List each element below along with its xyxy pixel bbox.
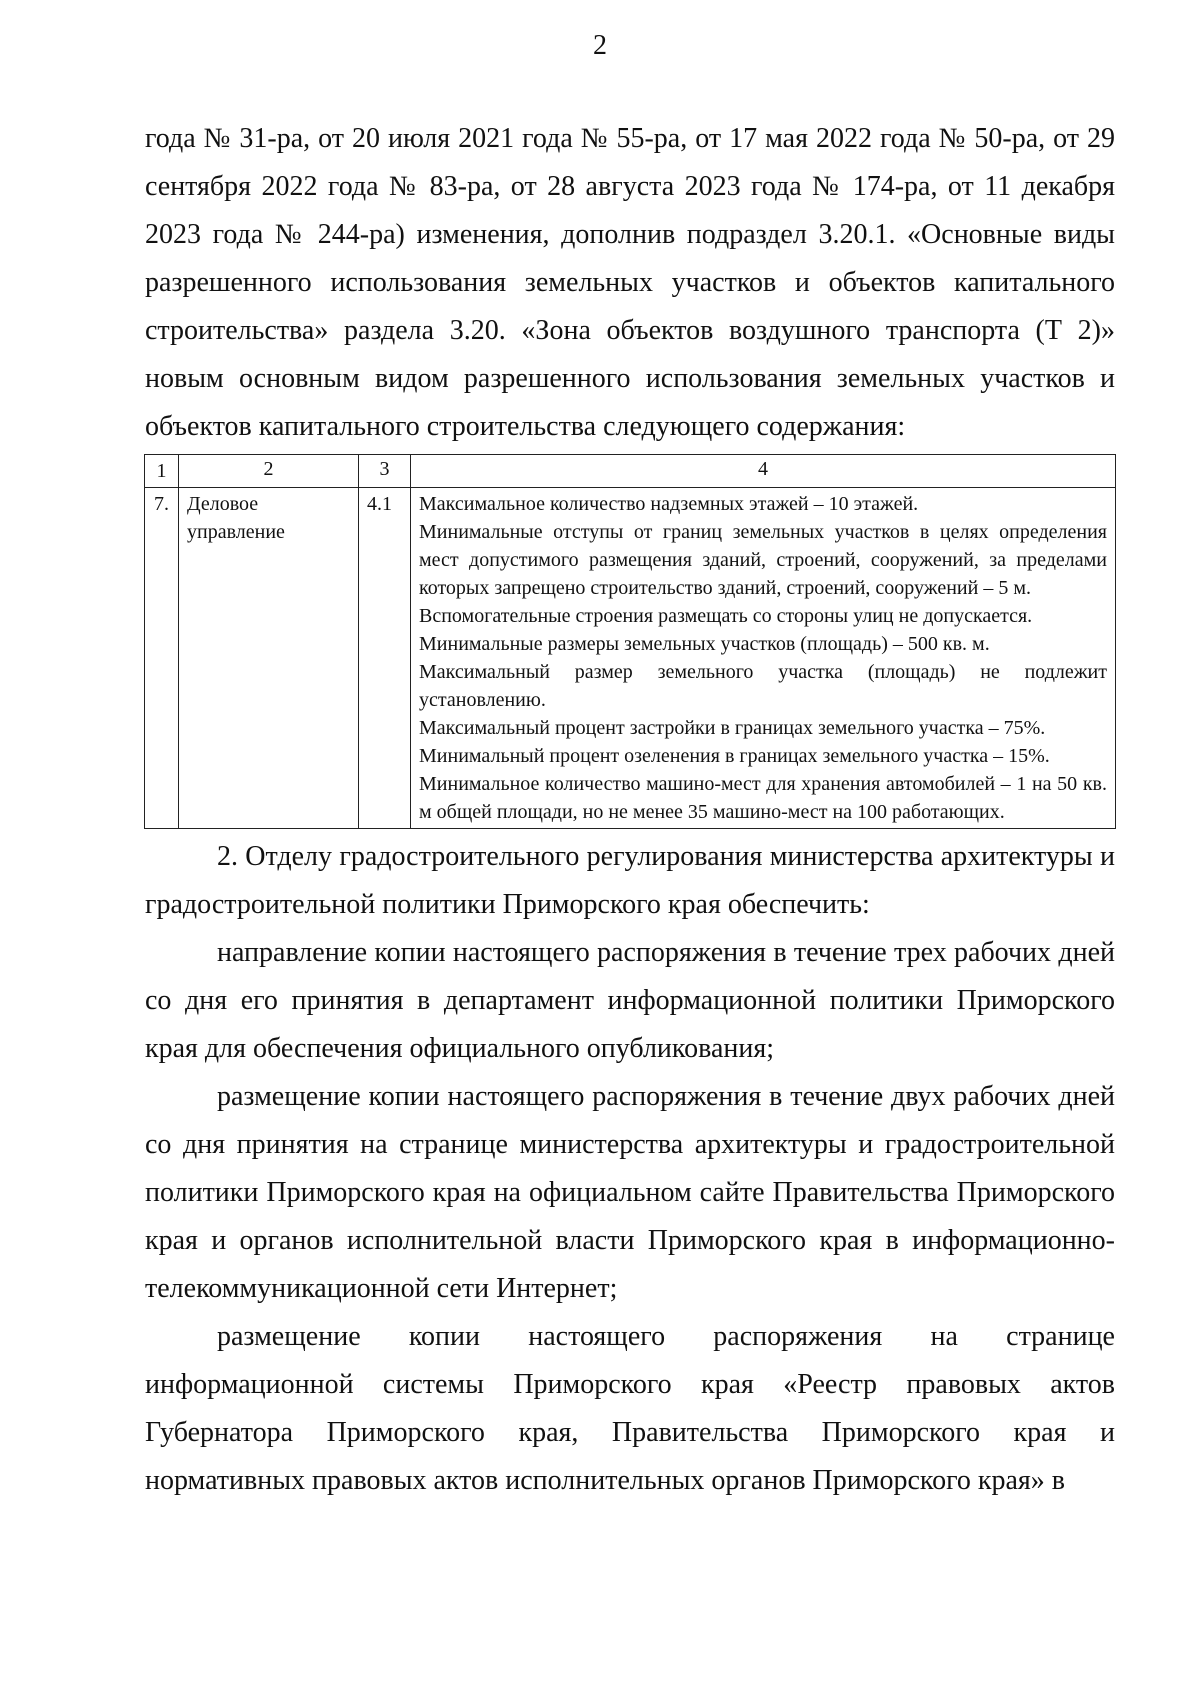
requirement-line: Минимальное количество машино-мест для хранения автомобилей – 1 на 50 кв. м общей площади, но не менее 35 машино-мест на 100 работающих. bbox=[419, 773, 1107, 823]
requirement-line: Максимальный размер земельного участка (площадь) не подлежит установлению. bbox=[419, 661, 1107, 711]
requirement-line: Минимальные размеры земельных участков (площадь) – 500 кв. м. bbox=[419, 633, 990, 655]
page-number: 2 bbox=[593, 30, 607, 61]
table-header-cell-3: 3 bbox=[359, 455, 411, 488]
table-row bbox=[145, 488, 1116, 829]
intro-paragraph: года № 31-ра, от 20 июля 2021 года № 55-ра, от 17 мая 2022 года № 50-ра, от 29 сентября 2022 года № 83-ра, от 28 августа 2023 года № 174-ра, от 11 декабря 2023 года № 244-ра) изменения, дополнив подраздел 3.20.1. «Основные виды разрешенного использования земельных участков и объектов капитального строительства» раздела 3.20. «Зона объектов воздушного транспорта (Т 2)» новым основным видом разрешенного использования земельных участков и объектов капитального строительства следующего содержания: bbox=[145, 123, 1115, 442]
table-header-cell-1: 1 bbox=[145, 455, 179, 488]
table-header-cell-2: 2 bbox=[179, 455, 359, 488]
table-header-row bbox=[145, 455, 1116, 488]
requirement-line: Вспомогательные строения размещать со стороны улиц не допускается. bbox=[419, 605, 1033, 627]
requirement-line: Максимальное количество надземных этажей – 10 этажей. bbox=[419, 493, 919, 515]
use-type-name-cell: Деловое управление bbox=[179, 488, 359, 829]
use-type-code-cell: 4.1 bbox=[359, 488, 411, 829]
document-body bbox=[145, 115, 1115, 1505]
requirement-line: Минимальный процент озеленения в границах земельного участка – 15%. bbox=[419, 745, 1050, 767]
land-use-table bbox=[144, 454, 1116, 829]
row-number-cell: 7. bbox=[145, 488, 179, 829]
paragraph-website-placement: размещение копии настоящего распоряжения в течение двух рабочих дней со дня принятия на странице министерства архитектуры и градостроительной политики Приморского края на официальном сайте Правительства Приморского края и органов исполнительной власти Приморского края в информационно-телекоммуникационной сети Интернет; bbox=[145, 1081, 1115, 1304]
requirements-cell bbox=[411, 488, 1116, 829]
requirement-line: Максимальный процент застройки в границах земельного участка – 75%. bbox=[419, 717, 1046, 739]
table-header-cell-4: 4 bbox=[411, 455, 1116, 488]
paragraph-registry-placement: размещение копии настоящего распоряжения на странице информационной системы Приморского края «Реестр правовых актов Губернатора Приморского края, Правительства Приморского края и нормативных правовых актов исполнительных органов Приморского края» в bbox=[145, 1321, 1115, 1496]
paragraph-item-2: 2. Отделу градостроительного регулирования министерства архитектуры и градостроительной политики Приморского края обеспечить: bbox=[145, 841, 1115, 920]
requirement-line: Минимальные отступы от границ земельных участков в целях определения мест допустимого размещения зданий, строений, сооружений, за пределами которых запрещено строительство зданий, строений, сооружений – 5 м. bbox=[419, 521, 1107, 599]
paragraph-publication-direction: направление копии настоящего распоряжения в течение трех рабочих дней со дня его принятия в департамент информационной политики Приморского края для обеспечения официального опубликования; bbox=[145, 937, 1115, 1064]
